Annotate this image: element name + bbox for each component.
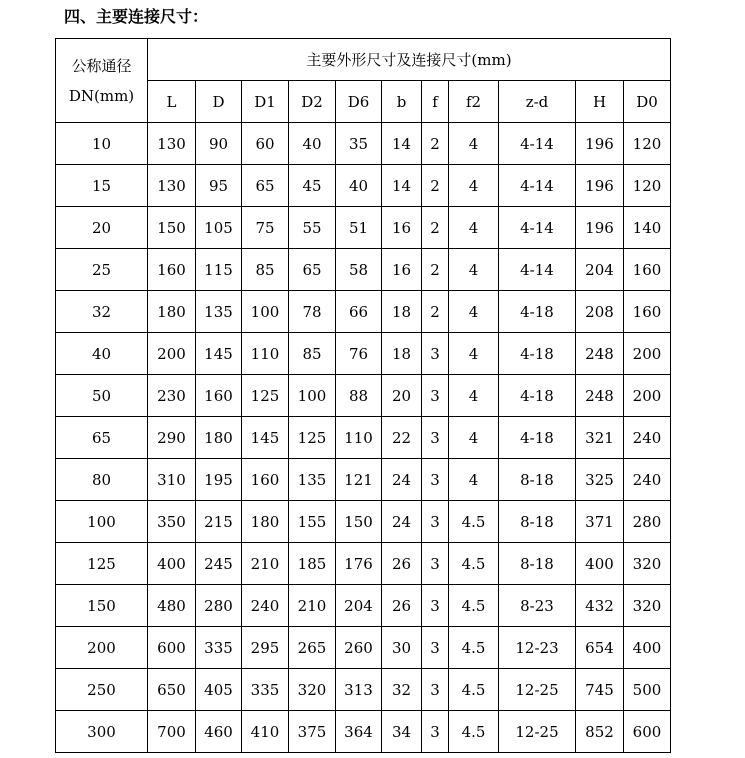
dn-cell: 10 bbox=[56, 123, 148, 165]
table-row bbox=[56, 375, 671, 417]
table-cell: 4.5 bbox=[449, 543, 499, 585]
dn-cell: 125 bbox=[56, 543, 148, 585]
table-row bbox=[56, 585, 671, 627]
column-header: f2 bbox=[449, 81, 499, 123]
table-cell: 8-18 bbox=[499, 501, 576, 543]
table-cell: 208 bbox=[576, 291, 624, 333]
table-cell: 200 bbox=[148, 333, 196, 375]
table-cell: 180 bbox=[196, 417, 242, 459]
table-cell: 295 bbox=[242, 627, 289, 669]
table-row bbox=[56, 333, 671, 375]
table-cell: 410 bbox=[242, 711, 289, 753]
dn-cell: 32 bbox=[56, 291, 148, 333]
table-cell: 65 bbox=[289, 249, 336, 291]
table-cell: 3 bbox=[422, 333, 449, 375]
table-cell: 160 bbox=[148, 249, 196, 291]
column-header-row bbox=[56, 81, 671, 123]
table-cell: 12-25 bbox=[499, 711, 576, 753]
table-cell: 400 bbox=[624, 627, 671, 669]
table-cell: 125 bbox=[242, 375, 289, 417]
table-cell: 265 bbox=[289, 627, 336, 669]
table-cell: 400 bbox=[148, 543, 196, 585]
table-cell: 16 bbox=[382, 249, 422, 291]
table-cell: 120 bbox=[624, 123, 671, 165]
table-cell: 3 bbox=[422, 669, 449, 711]
table-cell: 4-18 bbox=[499, 291, 576, 333]
table-cell: 248 bbox=[576, 333, 624, 375]
dn-cell: 200 bbox=[56, 627, 148, 669]
table-cell: 4 bbox=[449, 291, 499, 333]
table-cell: 135 bbox=[289, 459, 336, 501]
table-cell: 145 bbox=[242, 417, 289, 459]
table-cell: 125 bbox=[289, 417, 336, 459]
table-row bbox=[56, 291, 671, 333]
table-cell: 26 bbox=[382, 543, 422, 585]
table-cell: 160 bbox=[242, 459, 289, 501]
table-cell: 115 bbox=[196, 249, 242, 291]
column-header: D1 bbox=[242, 81, 289, 123]
dn-label-line2: DN(mm) bbox=[68, 86, 135, 105]
table-cell: 66 bbox=[336, 291, 382, 333]
table-cell: 140 bbox=[624, 207, 671, 249]
table-cell: 4.5 bbox=[449, 501, 499, 543]
table-cell: 4 bbox=[449, 375, 499, 417]
column-header: L bbox=[148, 81, 196, 123]
table-cell: 745 bbox=[576, 669, 624, 711]
table-cell: 4 bbox=[449, 333, 499, 375]
table-cell: 4-14 bbox=[499, 249, 576, 291]
table-cell: 30 bbox=[382, 627, 422, 669]
table-cell: 204 bbox=[576, 249, 624, 291]
table-cell: 130 bbox=[148, 123, 196, 165]
table-cell: 700 bbox=[148, 711, 196, 753]
table-cell: 325 bbox=[576, 459, 624, 501]
table-cell: 85 bbox=[242, 249, 289, 291]
table-cell: 8-18 bbox=[499, 543, 576, 585]
table-cell: 654 bbox=[576, 627, 624, 669]
table-cell: 180 bbox=[242, 501, 289, 543]
table-row bbox=[56, 417, 671, 459]
table-cell: 215 bbox=[196, 501, 242, 543]
table-cell: 75 bbox=[242, 207, 289, 249]
dn-cell: 15 bbox=[56, 165, 148, 207]
table-cell: 320 bbox=[624, 585, 671, 627]
table-cell: 405 bbox=[196, 669, 242, 711]
table-cell: 204 bbox=[336, 585, 382, 627]
table-cell: 350 bbox=[148, 501, 196, 543]
table-cell: 180 bbox=[148, 291, 196, 333]
dn-cell: 250 bbox=[56, 669, 148, 711]
column-header: D0 bbox=[624, 81, 671, 123]
table-cell: 110 bbox=[242, 333, 289, 375]
table-cell: 35 bbox=[336, 123, 382, 165]
table-cell: 100 bbox=[242, 291, 289, 333]
table-cell: 4.5 bbox=[449, 669, 499, 711]
table-cell: 58 bbox=[336, 249, 382, 291]
table-cell: 3 bbox=[422, 627, 449, 669]
dn-column-header bbox=[56, 39, 148, 123]
table-cell: 4 bbox=[449, 207, 499, 249]
table-cell: 185 bbox=[289, 543, 336, 585]
table-cell: 280 bbox=[196, 585, 242, 627]
table-cell: 4-14 bbox=[499, 123, 576, 165]
dn-cell: 100 bbox=[56, 501, 148, 543]
table-cell: 196 bbox=[576, 165, 624, 207]
table-cell: 4.5 bbox=[449, 711, 499, 753]
table-cell: 85 bbox=[289, 333, 336, 375]
table-cell: 121 bbox=[336, 459, 382, 501]
table-row bbox=[56, 459, 671, 501]
table-cell: 210 bbox=[242, 543, 289, 585]
table-cell: 852 bbox=[576, 711, 624, 753]
table-cell: 18 bbox=[382, 291, 422, 333]
table-cell: 3 bbox=[422, 417, 449, 459]
table-cell: 196 bbox=[576, 207, 624, 249]
table-cell: 34 bbox=[382, 711, 422, 753]
table-cell: 32 bbox=[382, 669, 422, 711]
table-cell: 18 bbox=[382, 333, 422, 375]
dn-cell: 80 bbox=[56, 459, 148, 501]
table-cell: 248 bbox=[576, 375, 624, 417]
table-cell: 60 bbox=[242, 123, 289, 165]
table-cell: 150 bbox=[148, 207, 196, 249]
table-cell: 160 bbox=[196, 375, 242, 417]
table-cell: 14 bbox=[382, 123, 422, 165]
dn-cell: 20 bbox=[56, 207, 148, 249]
table-cell: 176 bbox=[336, 543, 382, 585]
column-header: b bbox=[382, 81, 422, 123]
table-cell: 4-18 bbox=[499, 375, 576, 417]
table-cell: 65 bbox=[242, 165, 289, 207]
table-row bbox=[56, 711, 671, 753]
table-row bbox=[56, 543, 671, 585]
table-cell: 290 bbox=[148, 417, 196, 459]
table-cell: 3 bbox=[422, 459, 449, 501]
table-cell: 310 bbox=[148, 459, 196, 501]
table-cell: 45 bbox=[289, 165, 336, 207]
table-cell: 51 bbox=[336, 207, 382, 249]
table-row bbox=[56, 627, 671, 669]
table-cell: 3 bbox=[422, 585, 449, 627]
table-cell: 364 bbox=[336, 711, 382, 753]
table-cell: 196 bbox=[576, 123, 624, 165]
table-cell: 335 bbox=[196, 627, 242, 669]
table-cell: 2 bbox=[422, 123, 449, 165]
table-row bbox=[56, 249, 671, 291]
table-cell: 4.5 bbox=[449, 585, 499, 627]
table-cell: 4.5 bbox=[449, 627, 499, 669]
dimensions-group-header: 主要外形尺寸及连接尺寸(mm) bbox=[148, 39, 671, 81]
table-cell: 155 bbox=[289, 501, 336, 543]
table-cell: 200 bbox=[624, 375, 671, 417]
table-cell: 4 bbox=[449, 123, 499, 165]
table-cell: 12-25 bbox=[499, 669, 576, 711]
table-cell: 16 bbox=[382, 207, 422, 249]
table-cell: 150 bbox=[336, 501, 382, 543]
table-cell: 22 bbox=[382, 417, 422, 459]
table-cell: 240 bbox=[242, 585, 289, 627]
table-cell: 600 bbox=[624, 711, 671, 753]
table-row bbox=[56, 207, 671, 249]
table-cell: 78 bbox=[289, 291, 336, 333]
table-cell: 2 bbox=[422, 249, 449, 291]
table-cell: 2 bbox=[422, 165, 449, 207]
table-cell: 280 bbox=[624, 501, 671, 543]
table-row bbox=[56, 165, 671, 207]
table-cell: 100 bbox=[289, 375, 336, 417]
table-cell: 320 bbox=[289, 669, 336, 711]
table-cell: 313 bbox=[336, 669, 382, 711]
dn-cell: 150 bbox=[56, 585, 148, 627]
dn-cell: 300 bbox=[56, 711, 148, 753]
table-cell: 240 bbox=[624, 417, 671, 459]
table-cell: 4-14 bbox=[499, 165, 576, 207]
table-cell: 2 bbox=[422, 291, 449, 333]
table-header-row bbox=[56, 39, 671, 81]
table-cell: 20 bbox=[382, 375, 422, 417]
table-cell: 160 bbox=[624, 249, 671, 291]
table-cell: 4-14 bbox=[499, 207, 576, 249]
dn-cell: 25 bbox=[56, 249, 148, 291]
table-cell: 335 bbox=[242, 669, 289, 711]
table-cell: 135 bbox=[196, 291, 242, 333]
table-cell: 3 bbox=[422, 543, 449, 585]
table-cell: 230 bbox=[148, 375, 196, 417]
table-cell: 3 bbox=[422, 375, 449, 417]
table-cell: 130 bbox=[148, 165, 196, 207]
table-cell: 375 bbox=[289, 711, 336, 753]
table-cell: 500 bbox=[624, 669, 671, 711]
table-cell: 4 bbox=[449, 417, 499, 459]
table-cell: 400 bbox=[576, 543, 624, 585]
column-header: H bbox=[576, 81, 624, 123]
table-body bbox=[56, 123, 671, 753]
table-cell: 55 bbox=[289, 207, 336, 249]
table-row bbox=[56, 123, 671, 165]
table-row bbox=[56, 501, 671, 543]
table-cell: 76 bbox=[336, 333, 382, 375]
table-cell: 260 bbox=[336, 627, 382, 669]
table-cell: 24 bbox=[382, 501, 422, 543]
dn-cell: 65 bbox=[56, 417, 148, 459]
table-cell: 88 bbox=[336, 375, 382, 417]
table-cell: 371 bbox=[576, 501, 624, 543]
section-heading: 四、主要连接尺寸： bbox=[64, 7, 209, 26]
table-cell: 145 bbox=[196, 333, 242, 375]
dn-cell: 40 bbox=[56, 333, 148, 375]
table-cell: 4-18 bbox=[499, 417, 576, 459]
column-header: z-d bbox=[499, 81, 576, 123]
table-cell: 2 bbox=[422, 207, 449, 249]
table-row bbox=[56, 669, 671, 711]
table-cell: 4-18 bbox=[499, 333, 576, 375]
table-cell: 240 bbox=[624, 459, 671, 501]
table-cell: 245 bbox=[196, 543, 242, 585]
dn-label-line1: 公称通径 bbox=[71, 56, 132, 75]
table-cell: 120 bbox=[624, 165, 671, 207]
table-cell: 8-18 bbox=[499, 459, 576, 501]
table-cell: 600 bbox=[148, 627, 196, 669]
table-cell: 40 bbox=[336, 165, 382, 207]
table-cell: 320 bbox=[624, 543, 671, 585]
table-cell: 12-23 bbox=[499, 627, 576, 669]
table-cell: 8-23 bbox=[499, 585, 576, 627]
table-cell: 24 bbox=[382, 459, 422, 501]
table-cell: 480 bbox=[148, 585, 196, 627]
table-cell: 160 bbox=[624, 291, 671, 333]
table-cell: 95 bbox=[196, 165, 242, 207]
column-header: f bbox=[422, 81, 449, 123]
table-cell: 460 bbox=[196, 711, 242, 753]
table-cell: 110 bbox=[336, 417, 382, 459]
table-cell: 105 bbox=[196, 207, 242, 249]
table-cell: 4 bbox=[449, 249, 499, 291]
table-cell: 321 bbox=[576, 417, 624, 459]
table-cell: 195 bbox=[196, 459, 242, 501]
column-header: D6 bbox=[336, 81, 382, 123]
table-cell: 14 bbox=[382, 165, 422, 207]
dimensions-table bbox=[55, 38, 671, 753]
table-cell: 4 bbox=[449, 165, 499, 207]
table-cell: 26 bbox=[382, 585, 422, 627]
table-cell: 200 bbox=[624, 333, 671, 375]
column-header: D2 bbox=[289, 81, 336, 123]
table-cell: 3 bbox=[422, 711, 449, 753]
column-header: D bbox=[196, 81, 242, 123]
table-cell: 432 bbox=[576, 585, 624, 627]
dn-cell: 50 bbox=[56, 375, 148, 417]
table-cell: 650 bbox=[148, 669, 196, 711]
table-cell: 3 bbox=[422, 501, 449, 543]
table-cell: 4 bbox=[449, 459, 499, 501]
table-cell: 40 bbox=[289, 123, 336, 165]
table-cell: 210 bbox=[289, 585, 336, 627]
table-cell: 90 bbox=[196, 123, 242, 165]
